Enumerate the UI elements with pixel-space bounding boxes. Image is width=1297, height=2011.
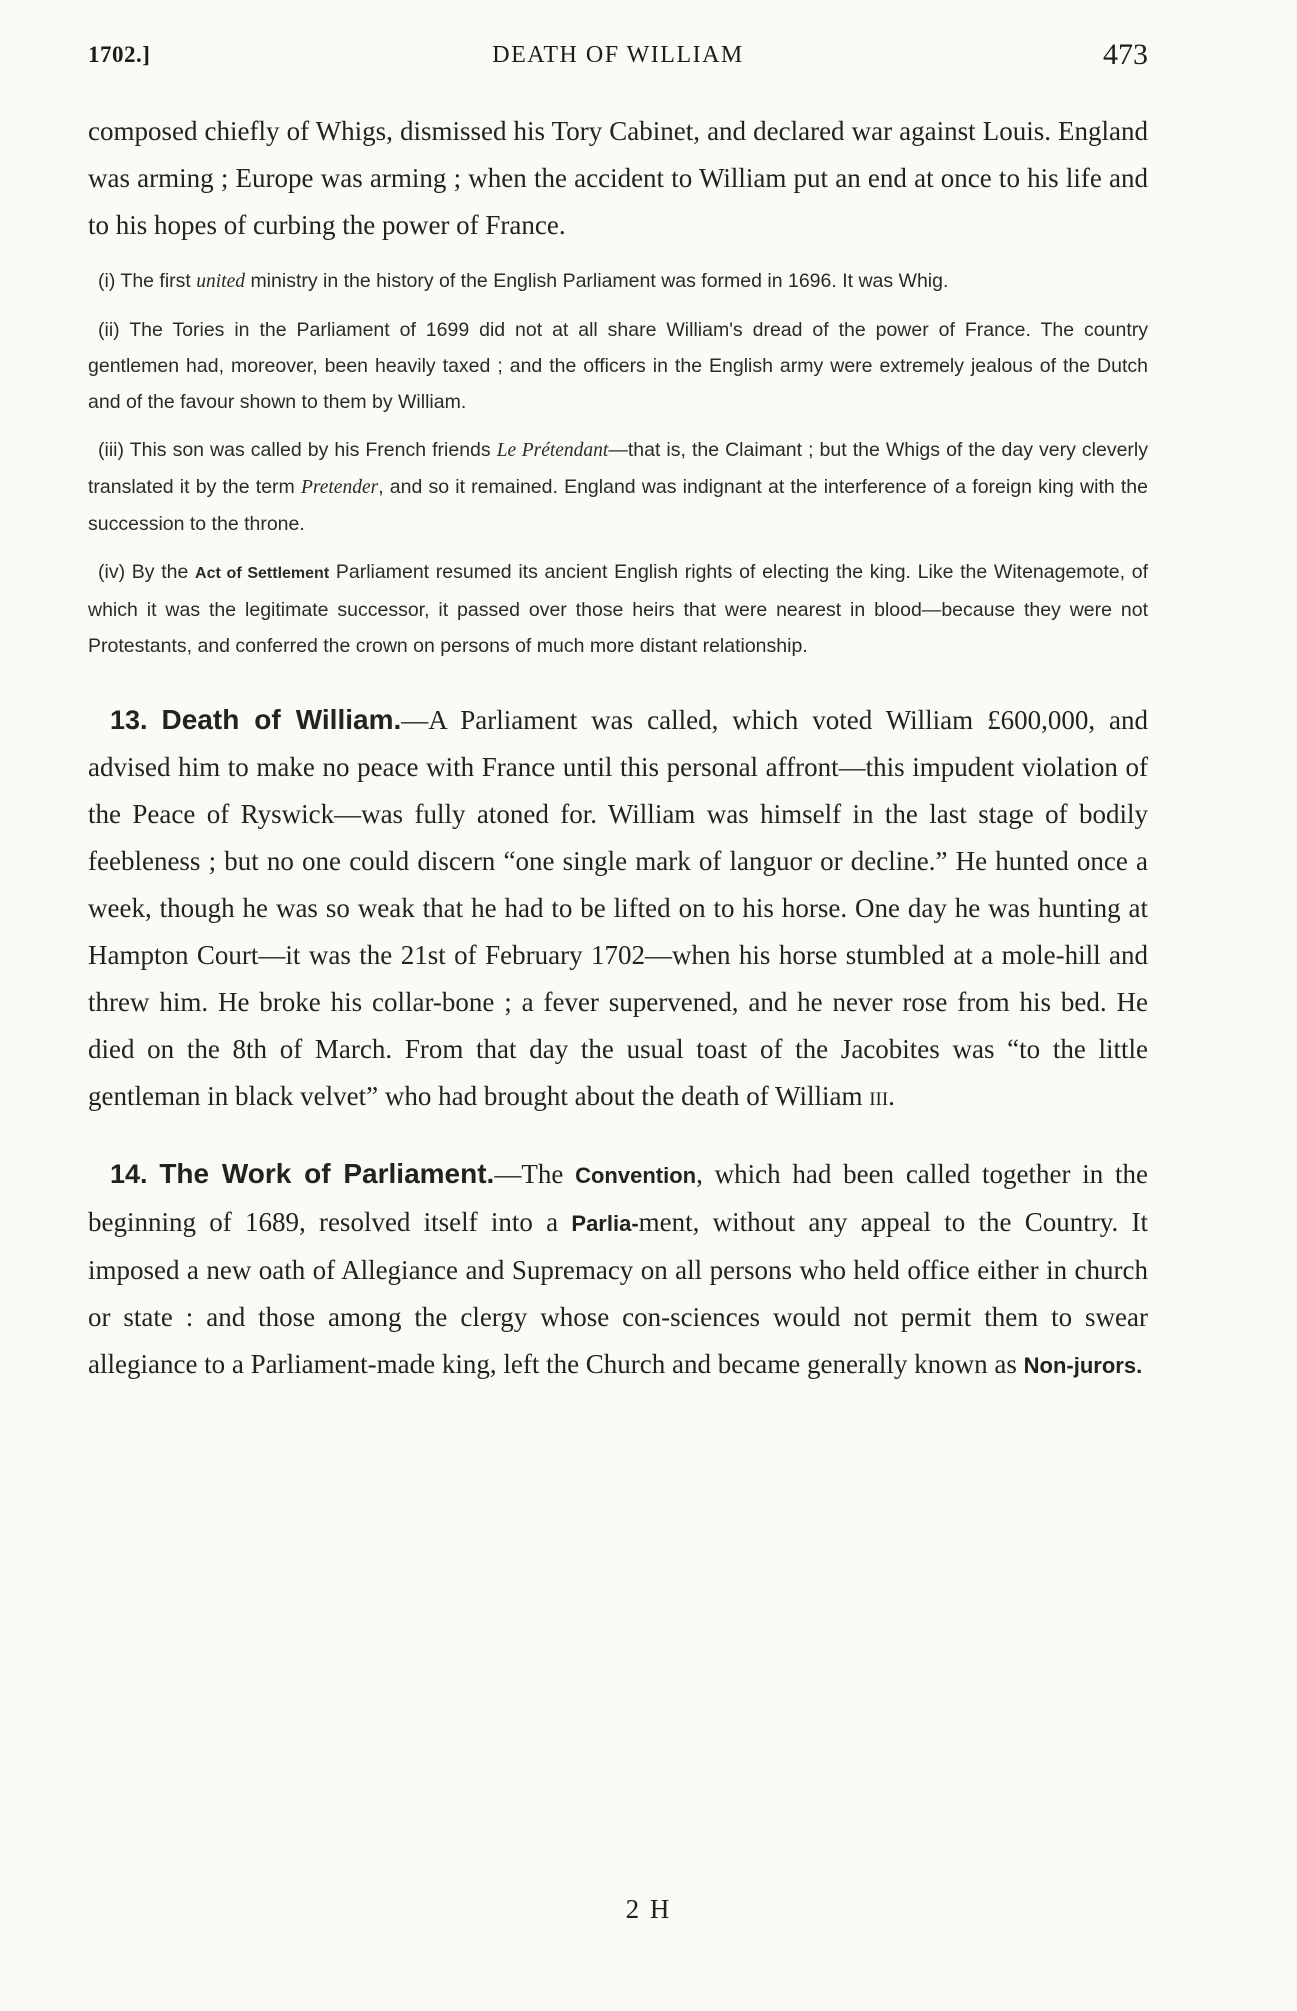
section-13-regnal: iii. xyxy=(869,1081,895,1111)
note-4-act: Act of Settlement xyxy=(195,565,330,582)
section-14-term-parliament: Parlia- xyxy=(571,1211,639,1236)
note-4-label: (iv) xyxy=(98,561,126,583)
note-3 xyxy=(88,432,1148,542)
note-4-post: Parliament resumed its ancient English rights of electing the king. Like the Witenagemote, of which it was the legitimate successor, it passed over those heirs that were nearest in blood—because they were not Protestants, and conferred the crown on persons of much more distant relationship. xyxy=(88,561,1149,657)
note-4-pre: By the xyxy=(131,561,189,583)
section-14-heading: The Work of Parliament. xyxy=(159,1158,495,1189)
note-2-label: (ii) xyxy=(98,319,120,341)
signature-mark: 2 H xyxy=(625,1894,672,1924)
section-14-t2: , which had been called together in the beginning of 1689, resolved itself into a xyxy=(88,1159,1149,1237)
note-1-pre: The first xyxy=(120,270,191,292)
section-14 xyxy=(88,1150,1148,1389)
section-13-paragraph xyxy=(88,696,1148,1120)
note-1-italic: united xyxy=(196,271,246,292)
page-number: 473 xyxy=(1103,38,1148,71)
note-3-italic-2: Pretender xyxy=(300,477,379,498)
section-13-text: —A Parliament was called, which voted William £600,000, and advised him to make no peace with France until this personal affront—this impudent violation of the Peace of Ryswick—was fully atoned for. William was himself in the last stage of bodily feebleness ; but no one could discern “one single mark of languor or decline.” He hunted once a week, though he was so weak that he had to be lifted on to his horse. One day he was hunting at Hampton Court—it was the 21st of February 1702—when his horse stumbled at a mole-hill and threw him. He broke his collar-bone ; a fever supervened, and he never rose from his bed. He died on the 8th of March. From that day the usual toast of the Jacobites was “to the little gentleman in black velvet” who had brought about the death of William xyxy=(88,705,1149,1111)
section-14-term-nonjurors: Non-jurors. xyxy=(1023,1353,1143,1378)
page-content xyxy=(88,108,1148,1389)
header-year: 1702.] xyxy=(88,42,151,67)
section-14-t3: ment, without any appeal to the Country. It imposed a new oath of Allegiance and Supremacy on all persons who held office either in church or state : and those among the clergy whose con-sciences would not permit them to swear allegiance to a Parliament-made king, left the Church and became generally known as xyxy=(88,1207,1149,1379)
note-3-mid: —that is, the Claimant ; but the Whigs of the day very cleverly translated it by the term xyxy=(88,439,1148,498)
section-14-number: 14. xyxy=(110,1159,148,1189)
section-14-term-convention: Convention xyxy=(575,1163,697,1188)
section-14-t1: —The xyxy=(494,1159,564,1189)
intro-paragraph: composed chiefly of Whigs, dismissed his Tory Cabinet, and declared war against Louis. England was arming ; Europe was arming ; when the accident to William put an end at once to his life and to his hopes of curbing the power of France. xyxy=(88,116,1148,240)
section-13-number: 13. xyxy=(110,705,148,735)
section-13-heading: Death of William. xyxy=(161,704,402,735)
footnotes xyxy=(88,263,1148,664)
section-14-paragraph xyxy=(88,1150,1148,1389)
note-3-italic-1: Le Prétendant xyxy=(496,440,609,461)
note-3-pre: This son was called by his French friends xyxy=(129,439,491,461)
note-1-label: (i) xyxy=(98,270,116,292)
note-2 xyxy=(88,312,1148,420)
note-4 xyxy=(88,554,1148,664)
note-2-text: The Tories in the Parliament of 1699 did not at all share William's dread of the power of France. The country gentlemen had, moreover, been heavily taxed ; and the officers in the English army were extremely jealous of the Dutch and of the favour shown to them by William. xyxy=(88,319,1148,413)
running-header xyxy=(88,38,1148,78)
note-3-post: , and so it remained. England was indignant at the interference of a foreign king with the succession to the throne. xyxy=(88,476,1148,535)
note-1-post: ministry in the history of the English Parliament was formed in 1696. It was Whig. xyxy=(250,270,949,292)
section-13 xyxy=(88,696,1148,1120)
note-1 xyxy=(88,263,1148,300)
note-3-label: (iii) xyxy=(98,439,124,461)
header-title: DEATH OF WILLIAM xyxy=(492,42,744,68)
